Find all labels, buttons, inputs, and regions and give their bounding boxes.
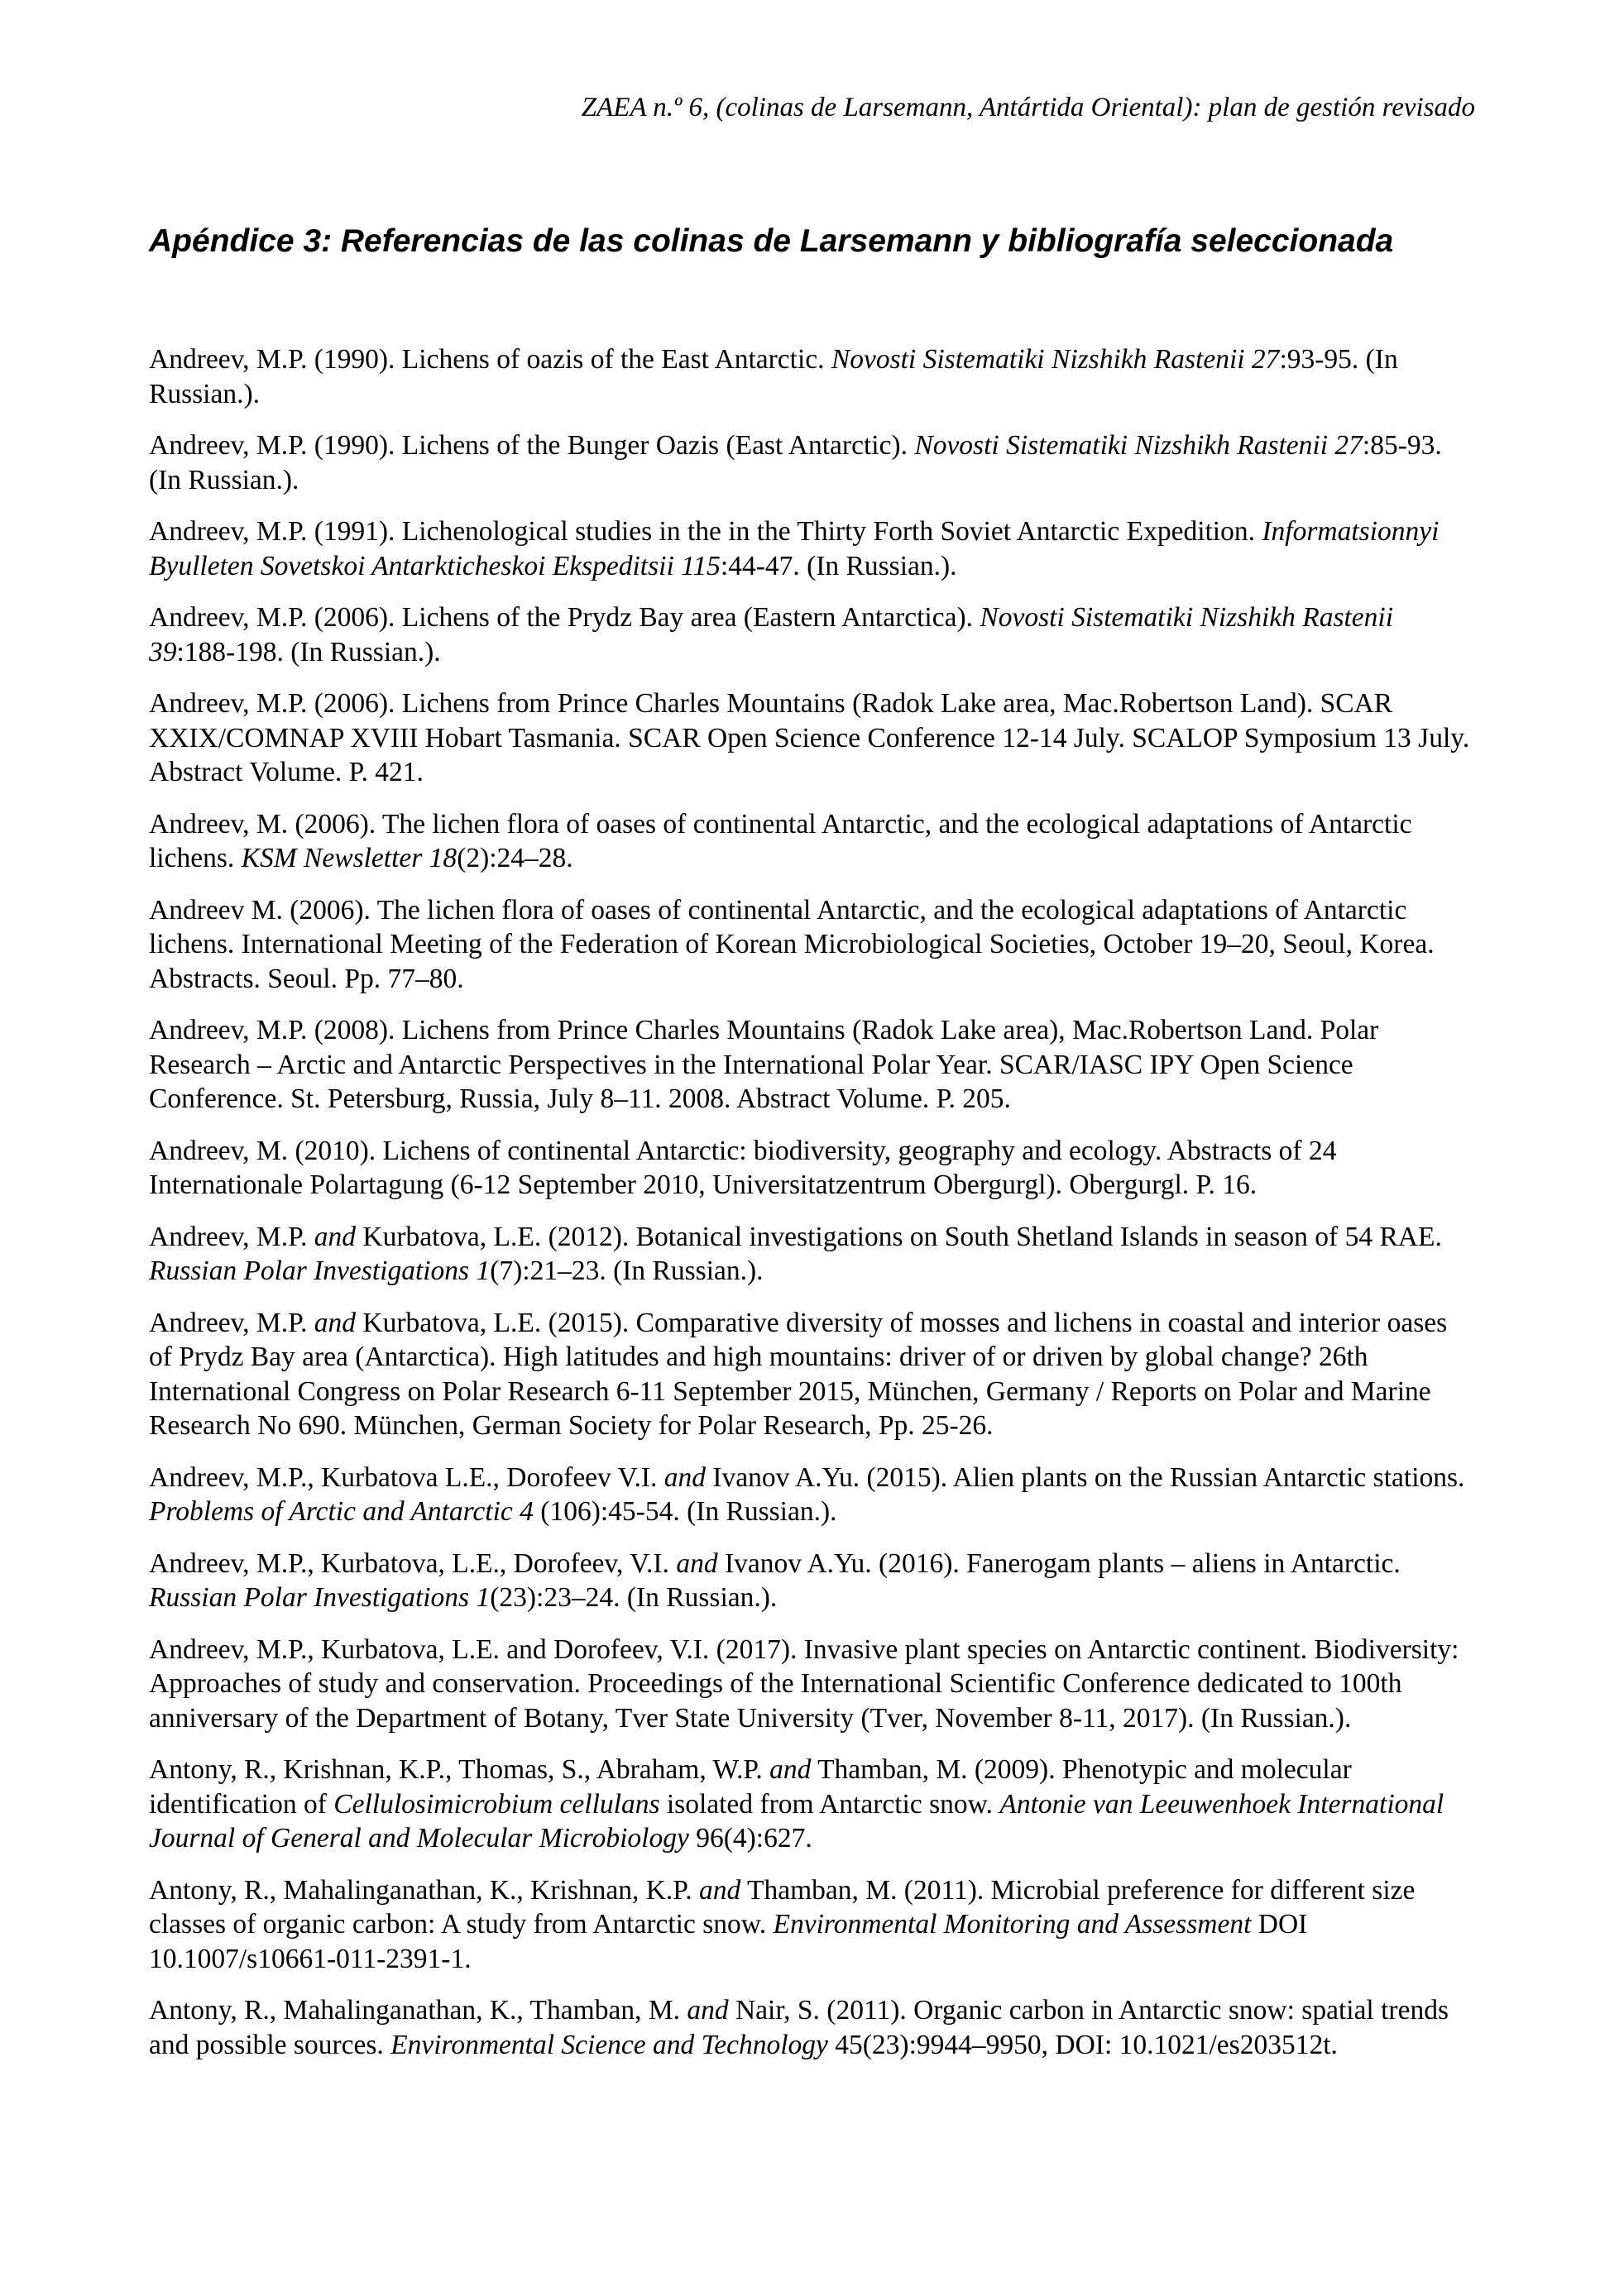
reference-text-segment: Andreev, M.P. (2008). Lichens from Prince Charles Mountains (Radok Lake area), Mac.Robertson Land. Polar Research – Arctic and Antarctic Perspectives in the International Polar Year. SCAR/IASC IPY Open Science Conference. St. Petersburg, Russia, July 8–11. 2008. Abstract Volume. P. 205.: [149, 1015, 1379, 1114]
reference-text-segment: Andreev, M.P. (1990). Lichens of the Bunger Oazis (East Antarctic).: [149, 430, 915, 461]
reference-italic-segment: and: [769, 1754, 812, 1785]
reference-italic-segment: KSM Newsletter 18: [241, 843, 457, 873]
reference-entry: [149, 1134, 1475, 1203]
reference-text-segment: Andreev, M.P., Kurbatova, L.E. and Dorofeev, V.I. (2017). Invasive plant species on Antarctic continent. Biodiversity: Approaches of study and conservation. Proceedings of the International Scientific Conference dedicated to 100th anniversary of the Department of Botany, Tver State University (Tver, November 8-11, 2017). (In Russian.).: [149, 1634, 1459, 1734]
reference-text-segment: Andreev, M. (2006). The lichen flora of oases of continental Antarctic, and the ecological adaptations of Antarctic lichens.: [149, 808, 1412, 873]
reference-text-segment: Ivanov A.Yu. (2016). Fanerogam plants – aliens in Antarctic.: [717, 1547, 1401, 1579]
reference-italic-segment: and: [314, 1221, 356, 1252]
reference-text-segment: Andreev M. (2006). The lichen flora of oases of continental Antarctic, and the ecological adaptations of Antarctic lichens. International Meeting of the Federation of Korean Microbiological Societies, October 19–20, Seoul, Korea. Abstracts. Seoul. Pp. 77–80.: [149, 894, 1435, 994]
reference-text-segment: (7):21–23. (In Russian.).: [490, 1256, 764, 1286]
reference-italic-segment: Russian Polar Investigations 1: [149, 1582, 491, 1613]
running-header: ZAEA n.º 6, (colinas de Larsemann, Antártida Oriental): plan de gestión revisado: [581, 93, 1475, 122]
reference-list: [149, 342, 1475, 2062]
reference-text-segment: Kurbatova, L.E. (2015). Comparative diversity of mosses and lichens in coastal and interior oases of Prydz Bay area (Antarctica). High latitudes and high mountains: driver of or driven by global change? 26th International Congress on Polar Research 6-11 September 2015, München, Germany / Reports on Polar and Marine Research No 690. München, German Society for Polar Research, Pp. 25-26.: [149, 1307, 1448, 1441]
reference-italic-segment: and: [676, 1547, 718, 1579]
reference-text-segment: Andreev, M.P. (1990). Lichens of oazis of the East Antarctic.: [149, 344, 831, 375]
reference-text-segment: isolated from Antarctic snow.: [659, 1788, 1000, 1820]
reference-entry: [149, 1993, 1475, 2062]
reference-entry: [149, 1306, 1475, 1443]
reference-entry: [149, 1461, 1475, 1529]
reference-entry: [149, 1873, 1475, 1977]
reference-entry: [149, 342, 1475, 411]
reference-italic-segment: and: [314, 1307, 356, 1338]
reference-italic-segment: Antonie van Leeuwenhoek International Journal of General and Molecular Microbiology: [149, 1788, 1444, 1854]
reference-italic-segment: Novosti Sistematiki Nizshikh Rastenii 27: [914, 430, 1363, 461]
reference-entry: [149, 600, 1475, 669]
reference-text-segment: Andreev, M.P.: [149, 1221, 314, 1252]
reference-entry: [149, 428, 1475, 497]
reference-text-segment: Andreev, M.P.: [149, 1307, 314, 1338]
reference-italic-segment: Problems of Arctic and Antarctic 4: [149, 1496, 534, 1527]
appendix-title: Apéndice 3: Referencias de las colinas de Larsemann y bibliografía seleccionada: [149, 223, 1394, 259]
reference-text-segment: DOI 10.1007/s10661-011-2391-1.: [149, 1909, 1308, 1974]
reference-text-segment: Nair, S. (2011). Organic carbon in Antarctic snow: spatial trends and possible sources.: [149, 1995, 1449, 2060]
reference-entry: [149, 807, 1475, 876]
reference-text-segment: (2):24–28.: [457, 843, 573, 873]
reference-text-segment: Antony, R., Mahalinganathan, K., Thamban, M.: [149, 1995, 687, 2026]
reference-text-segment: 45(23):9944–9950, DOI: 10.1021/es203512t.: [827, 2029, 1338, 2060]
reference-italic-segment: Environmental Monitoring and Assessment: [773, 1909, 1252, 1940]
reference-text-segment: Antony, R., Krishnan, K.P., Thomas, S., Abraham, W.P.: [149, 1754, 770, 1785]
reference-entry: [149, 1013, 1475, 1117]
reference-text-segment: Andreev, M. (2010). Lichens of continental Antarctic: biodiversity, geography and ecology. Abstracts of 24 Internationale Polartagung (6-12 September 2010, Universitatzentrum Obergurgl). Obergurgl. P. 16.: [149, 1135, 1337, 1200]
reference-text-segment: Andreev, M.P., Kurbatova L.E., Dorofeev V.I.: [149, 1461, 664, 1493]
reference-text-segment: Thamban, M. (2009). Phenotypic and molecular identification of: [149, 1754, 1352, 1820]
reference-italic-segment: and: [663, 1461, 706, 1493]
reference-text-segment: :188-198. (In Russian.).: [176, 636, 441, 667]
reference-text-segment: (106):45-54. (In Russian.).: [533, 1496, 837, 1527]
reference-italic-segment: and: [698, 1874, 741, 1906]
reference-italic-segment: Environmental Science and Technology: [390, 2029, 828, 2060]
reference-text-segment: Antony, R., Mahalinganathan, K., Krishnan, K.P.: [149, 1874, 699, 1906]
reference-text-segment: Andreev, M.P. (2006). Lichens of the Prydz Bay area (Eastern Antarctica).: [149, 602, 980, 633]
reference-italic-segment: Novosti Sistematiki Nizshikh Rastenii 39: [149, 602, 1394, 667]
reference-entry: [149, 893, 1475, 997]
reference-text-segment: Thamban, M. (2011). Microbial preference for different size classes of organic carbon: A study from Antarctic snow.: [149, 1874, 1416, 1940]
reference-text-segment: (23):23–24. (In Russian.).: [490, 1582, 778, 1613]
reference-entry: [149, 1547, 1475, 1615]
reference-entry: [149, 514, 1475, 583]
reference-entry: [149, 1633, 1475, 1736]
reference-italic-segment: Russian Polar Investigations 1: [149, 1256, 491, 1286]
reference-text-segment: Andreev, M.P. (2006). Lichens from Prince Charles Mountains (Radok Lake area, Mac.Robertson Land). SCAR XXIX/COMNAP XVIII Hobart Tasmania. SCAR Open Science Conference 12-14 July. SCALOP Symposium 13 July. Abstract Volume. P. 421.: [149, 688, 1470, 787]
reference-text-segment: :85-93. (In Russian.).: [149, 430, 1442, 495]
reference-entry: [149, 1753, 1475, 1856]
reference-italic-segment: Cellulosimicrobium cellulans: [333, 1788, 660, 1820]
reference-italic-segment: Informatsionnyi Byulleten Sovetskoi Antarkticheskoi Ekspeditsii 115: [149, 516, 1440, 581]
reference-entry: [149, 1220, 1475, 1289]
reference-italic-segment: Novosti Sistematiki Nizshikh Rastenii 27: [831, 344, 1280, 375]
reference-text-segment: Ivanov A.Yu. (2015). Alien plants on the Russian Antarctic stations.: [705, 1461, 1465, 1493]
reference-text-segment: 96(4):627.: [688, 1823, 812, 1854]
reference-text-segment: :44-47. (In Russian.).: [720, 550, 957, 581]
reference-text-segment: :93-95. (In Russian.).: [149, 344, 1398, 409]
reference-text-segment: Andreev, M.P. (1991). Lichenological studies in the in the Thirty Forth Soviet Antarctic Expedition.: [149, 516, 1262, 547]
reference-text-segment: Kurbatova, L.E. (2012). Botanical investigations on South Shetland Islands in season of 54 RAE.: [356, 1221, 1442, 1252]
reference-entry: [149, 686, 1475, 790]
reference-italic-segment: and: [687, 1995, 729, 2026]
reference-text-segment: Andreev, M.P., Kurbatova, L.E., Dorofeev, V.I.: [149, 1547, 677, 1579]
